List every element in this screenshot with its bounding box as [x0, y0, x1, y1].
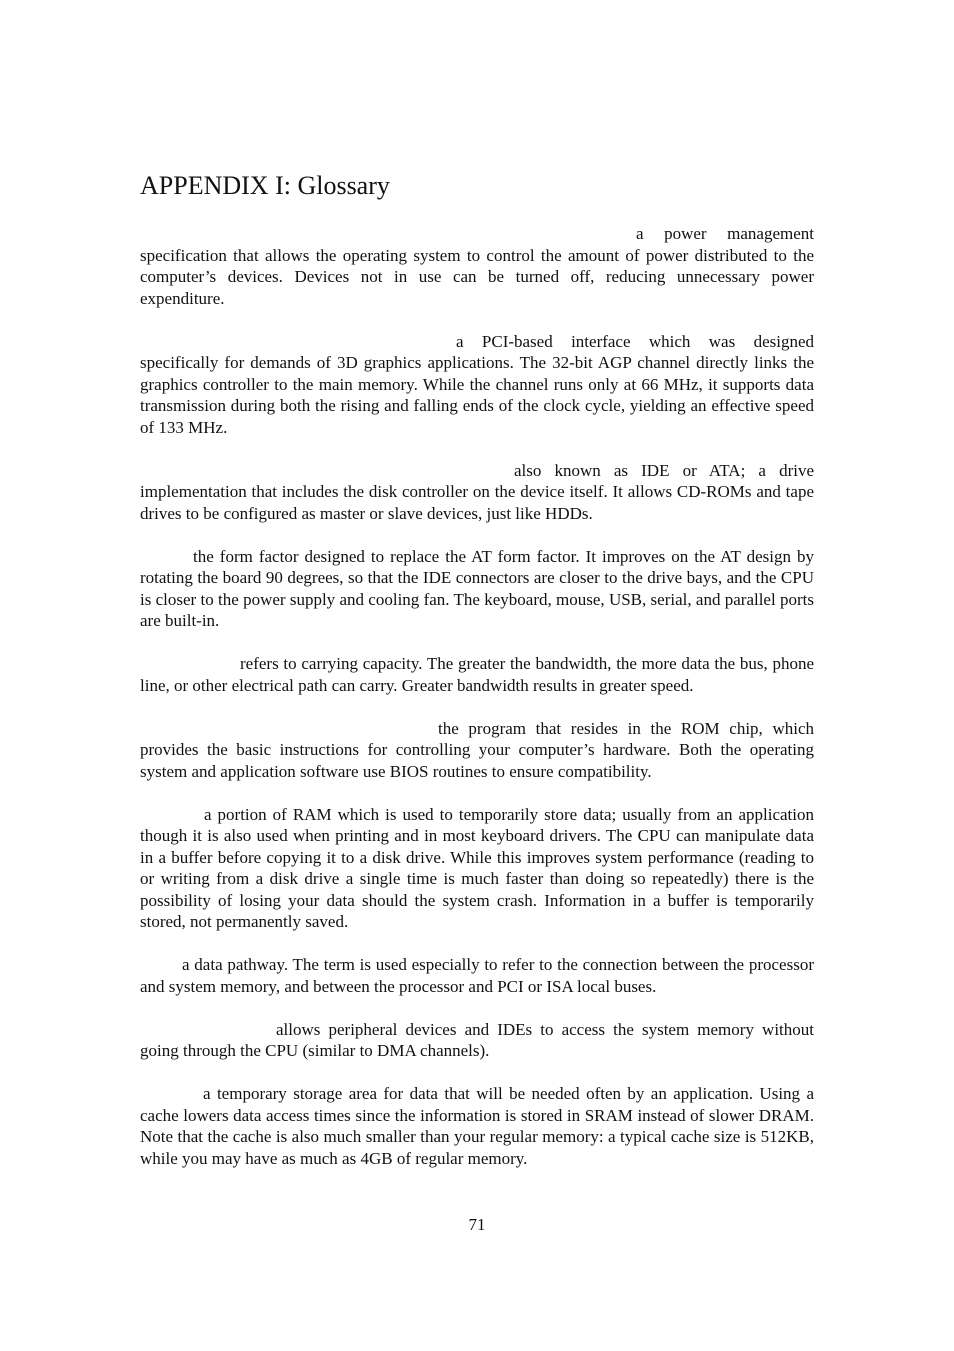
- glossary-definition: the program that resides in the ROM chip, which provides the basic instructions for controlling your computer’s hardware. Both the operating system and application software use BIOS routines to ensure compatibility.: [140, 718, 814, 781]
- glossary-definition: also known as IDE or ATA; a drive implementation that includes the disk controller on the device itself. It allows CD-ROMs and tape drives to be configured as master or slave devices, just like HDDs.: [140, 460, 814, 523]
- glossary-entry-buffer: [140, 804, 814, 933]
- glossary-entry-bandwidth: [140, 653, 814, 696]
- glossary-definition: the form factor designed to replace the AT form factor. It improves on the AT design by rotating the board 90 degrees, so that the IDE connectors are closer to the drive bays, and the CPU is closer to the power supply and cooling fan. The keyboard, mouse, USB, serial, and parallel ports are built-in.: [140, 546, 814, 630]
- glossary-definition: a temporary storage area for data that will be needed often by an application. Using a cache lowers data access times since the information is stored in SRAM instead of slower DRAM. Note that the cache is also much smaller than your regular memory: a typical cache size is 512KB, while you may have as much as 4GB of regular memory.: [140, 1084, 814, 1168]
- glossary-entry-cache: [140, 1083, 814, 1169]
- page-title: APPENDIX I: Glossary: [140, 171, 390, 200]
- glossary-entry-bus-mastering: [140, 1019, 814, 1062]
- glossary-entry-acpi: [140, 223, 814, 309]
- glossary-entry-atx: [140, 546, 814, 632]
- glossary-definition: a portion of RAM which is used to temporarily store data; usually from an application though it is also used when printing and in most keyboard drivers. The CPU can manipulate data in a buffer before copying it to a disk drive. While this improves system performance (reading to or writing from a disk drive a single time is much faster than doing so repeatedly) there is the possibility of losing your data should the system crash. Information in a buffer is temporarily stored, not permanently saved.: [140, 804, 814, 931]
- glossary-definition: a power management specification that allows the operating system to control the amount of power distributed to the computer’s devices. Devices not in use can be turned off, reducing unnecessary power expenditure.: [140, 224, 814, 308]
- glossary-list: [140, 223, 814, 1191]
- glossary-definition: refers to carrying capacity. The greater the bandwidth, the more data the bus, phone line, or other electrical path can carry. Greater bandwidth results in greater speed.: [140, 654, 814, 695]
- glossary-entry-bus: [140, 954, 814, 997]
- glossary-entry-ata: [140, 460, 814, 525]
- glossary-definition: a PCI-based interface which was designed specifically for demands of 3D graphics applications. The 32-bit AGP channel directly links the graphics controller to the main memory. While the channel runs only at 66 MHz, it supports data transmission during both the rising and falling ends of the clock cycle, yielding an effective speed of 133 MHz.: [140, 331, 814, 437]
- glossary-definition: a data pathway. The term is used especially to refer to the connection between the processor and system memory, and between the processor and PCI or ISA local buses.: [140, 955, 814, 996]
- glossary-definition: allows peripheral devices and IDEs to access the system memory without going through the CPU (similar to DMA channels).: [140, 1019, 814, 1060]
- glossary-entry-agp: [140, 331, 814, 439]
- glossary-entry-bios: [140, 718, 814, 783]
- page-number: 71: [468, 1215, 486, 1234]
